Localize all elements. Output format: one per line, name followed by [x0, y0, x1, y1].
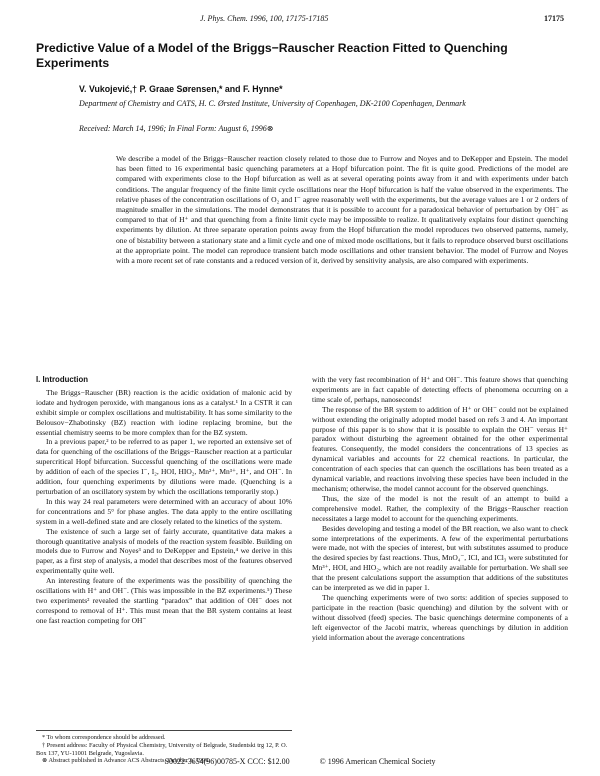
- footnote: ⊗ Abstract published in Advance ACS Abstracts, October 1, 1996.: [42, 757, 210, 765]
- copyright: © 1996 American Chemical Society: [319, 757, 436, 766]
- right-column: [312, 375, 568, 642]
- author-list: V. Vukojević,† P. Graae Sørensen,* and F. Hynne*: [79, 84, 283, 94]
- page-footer: [0, 757, 600, 766]
- footnote: † Present address: Faculty of Physical Chemistry, University of Belgrade, Studentski trg 12, P. O. Box 137, YU-11001 Belgrade, Yugoslavia.: [36, 741, 288, 757]
- abstract: We describe a model of the Briggs−Rauscher reaction closely related to those due to Furrow and Noyes and to DeKepper and Epstein. The model has been fitted to 16 experimental basic quenching parameters at a Hopf bifurcation point. The fit is quite good. Predictions of the model are compared with experiments close to the Hopf bifurcation as well as at several operating points away from it and with experiments under batch conditions. The angular frequency of the finite limit cycle oscillations near the Hopf bifurcation is half the value observed in the experiments. The relative phases of the concentration oscillations of O₂ and I⁻ agree reasonably well with the experiments, but the average values are 1 or 2 orders of magnitude smaller in the simulations. The model demonstrates that it is possible to account for a paradoxical behavior of perturbation by OH⁻ as compared to that of H⁺ and that quenching from a finite limit cycle may be impossible to realize. It qualitatively explains four distinct quenching experiments by dilution. At three separate operation points away from the Hopf bifurcation the model reproduces two observed patterns, namely, one of bistability between a stationary state and a limit cycle and one of mixed mode oscillations, but it fails to reproduce observed burst oscillations at the appropriate point. The model can reproduce transient batch mode oscillations and other transient behavior. The model of Furrow and Noyes with a more recent set of rate constants and a reduced version of it, derived by sensitivity analysis, are also compared with experiments.: [116, 154, 568, 266]
- section-heading: I. Introduction: [36, 375, 88, 384]
- paragraph: In this way 24 real parameters were determined with an accuracy of about 10% for concentrations and 5° for phase angles. The data apply to the entire oscillating system in a well-defined state and are closely related to the kinetics of the system.: [36, 496, 292, 526]
- running-head: [200, 14, 564, 23]
- article-title: Predictive Value of a Model of the Briggs−Rauscher Reaction Fitted to Quenching Experiments: [36, 41, 508, 70]
- paragraph: with the very fast recombination of H⁺ and OH⁻. This feature shows that quenching experiments are in fact capable of detecting effects of phenomena occurring on a time scale of, perhaps, nanoseconds!: [312, 375, 568, 404]
- paragraph: The existence of such a large set of fairly accurate, quantitative data makes a thorough quantitative analysis of models of the reaction system feasible. Building on models due to Furrow and Noyes³ and to DeKepper and Epstein,⁴ we derive in this paper, as a first step of analysis, a model that describes most of the features observed experimentally quite well.: [36, 526, 292, 576]
- paragraph: The quenching experiments were of two sorts: addition of species supposed to participate in the reaction (basic quenching) and dilution by the solvent with or without dissolved (feed) species. The basic quenchings determine components of a left eigenvector of the Jacobi matrix, whereas quenchings by dilution in addition yield information about the average concentrations: [312, 592, 568, 642]
- paragraph: Besides developing and testing a model of the BR reaction, we also want to check some interpretations of the experiments. A few of the experimental perturbations were made, not with the species of interest, but with substitutes assumed to produce the desired species by fast reactions. Thus, MnO₄⁻, ICl, and ICl₃ were substituted for Mn³⁺, HOI, and HIO₂, which are not readily available for perturbation. We shall see that the present calculations support the assumption that additions of the substitutes can be interpreted as we did in paper 1.: [312, 523, 568, 593]
- left-column: [36, 375, 292, 626]
- received-dates: Received: March 14, 1996; In Final Form: August 6, 1996⊗: [79, 124, 274, 133]
- paragraph: In a previous paper,² to be referred to as paper 1, we reported an extensive set of data for quenching of the oscillations of the Briggs−Rauscher reaction at a particular supercritical Hopf bifurcation. Successful quenching of the oscillations were made by addition of each of the species I⁻, I₂, HOI, HIO₂, Mn²⁺, Mn³⁺, H⁺, and OH⁻. In addition, four quenching experiments by dilutions were made. (Quenching is a perturbation of an oscillatory system by which the oscillations temporarily stop.): [36, 437, 292, 496]
- paragraph: Thus, the size of the model is not the result of an attempt to build a comprehensive model. Rather, the complexity of the Briggs−Rauscher reaction necessitates a large model to account for the quenching experiments.: [312, 493, 568, 523]
- affiliation: Department of Chemistry and CATS, H. C. Ørsted Institute, University of Copenhagen, DK-2100 Copenhagen, Denmark: [79, 99, 466, 108]
- paragraph: The Briggs−Rauscher (BR) reaction is the acidic oxidation of malonic acid by iodate and hydrogen peroxide, with manganous ions as a catalyst.¹ In a CSTR it can exhibit simple or complex oscillations and multistability. It has some similarity to the Belousov−Zhabotinsky (BZ) reaction with iodine replacing bromine, but the essential chemistry seems to be more complex than for the BZ system.: [36, 387, 292, 437]
- article-code: S0022-3654(96)00785-X CCC: $12.00: [164, 757, 290, 766]
- journal-citation: J. Phys. Chem. 1996, 100, 17175-17185: [200, 14, 329, 23]
- page-number: 17175: [544, 14, 564, 23]
- paragraph: The response of the BR system to addition of H⁺ or OH⁻ could not be explained without extending the originally adopted model based on refs 3 and 4. An important purpose of this paper is to show that it is possible to explain the OH⁻ versus H⁺ paradox without disturbing the agreement obtained for the other experimental features. Consequently, the model considers the concentrations of 13 species as dynamical variables and accounts for 22 chemical reactions. In particular, the concentration of each species that can quench the oscillations has been treated as a dynamical variable, and reactions involving these species have been included in the mechanism; otherwise, the model cannot account for the observed quenchings.: [312, 404, 568, 493]
- footnote: * To whom correspondence should be addressed.: [42, 734, 166, 741]
- paragraph: An interesting feature of the experiments was the possibility of quenching the oscillations with H⁺ and OH⁻. (This was impossible in the BZ experiments.⁵) These two experiments² revealed the startling “paradox” that addition of OH⁻ does not correspond to removal of H⁺. This must mean that the BR system contains at least one fast reaction competing for OH⁻: [36, 576, 292, 625]
